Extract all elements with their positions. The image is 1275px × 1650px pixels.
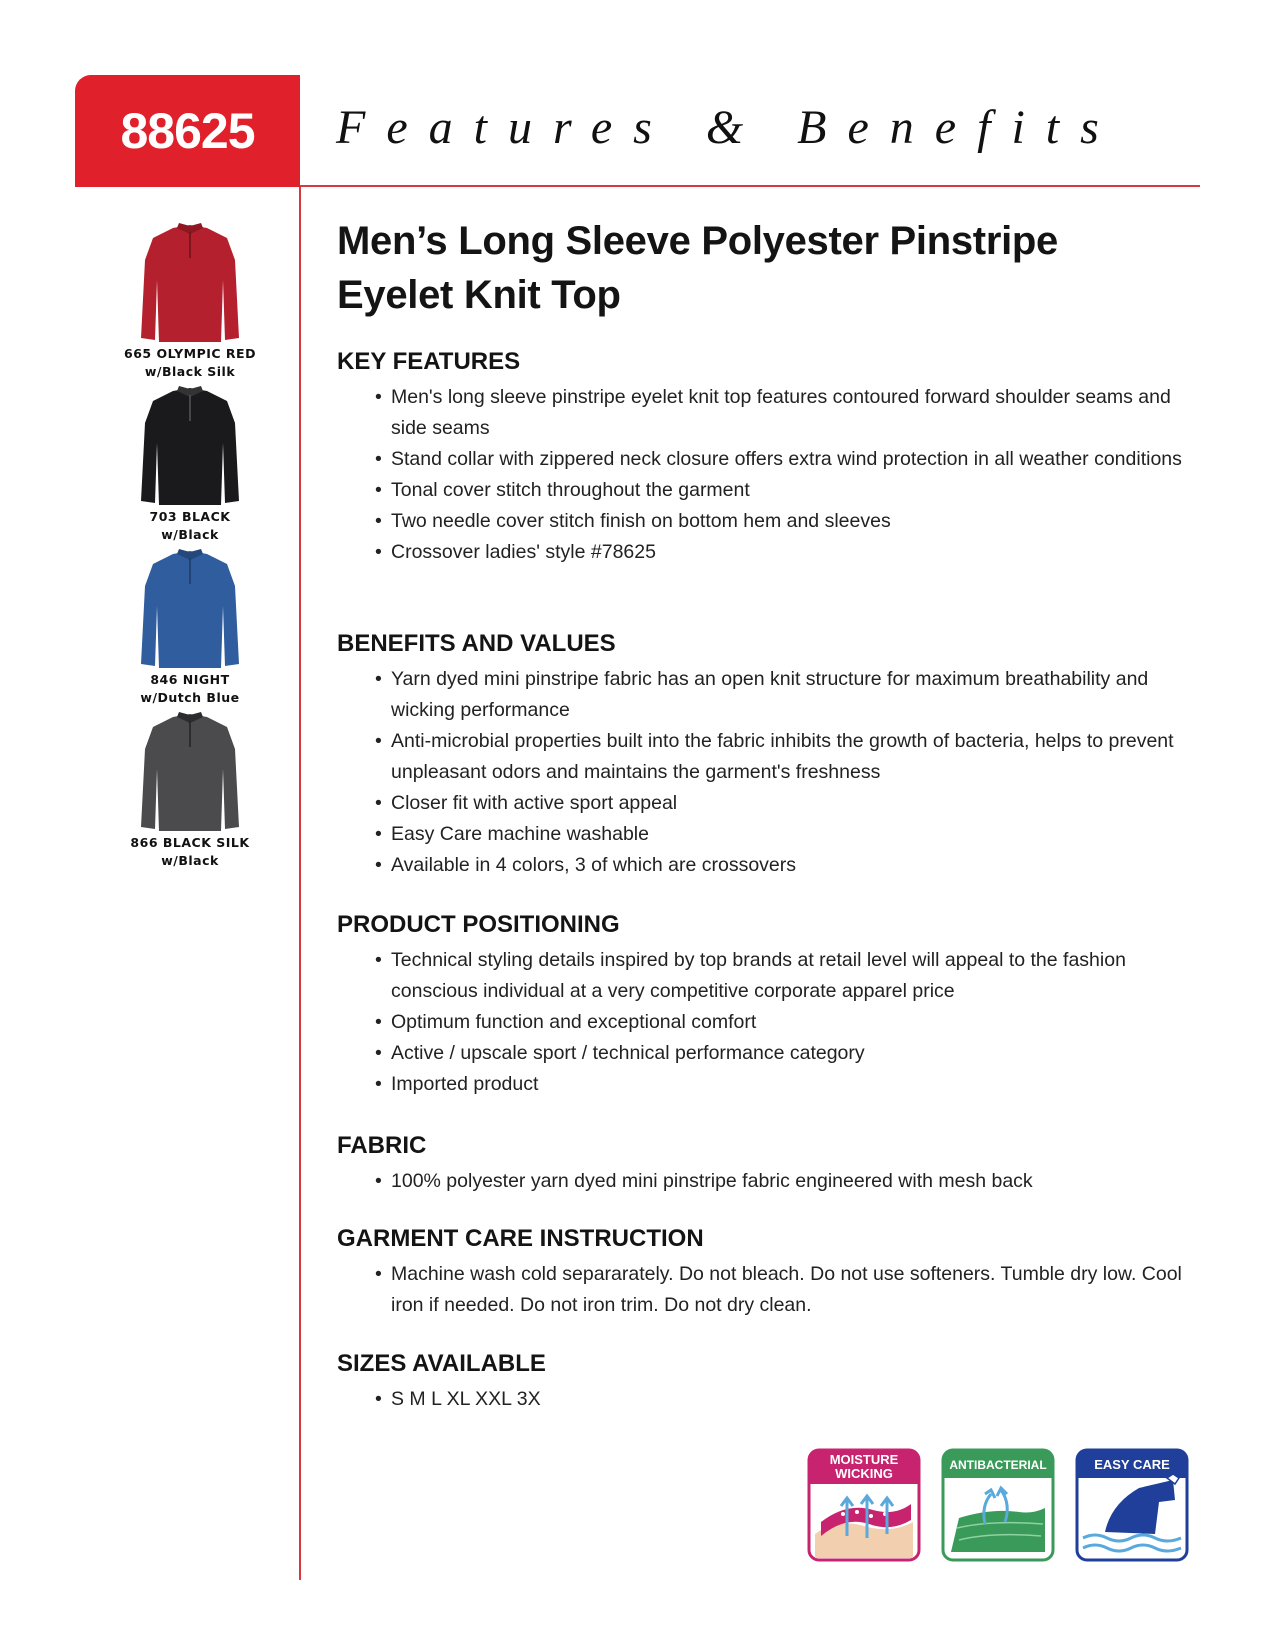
bullet-list [337,1384,1197,1415]
header-divider [300,185,1200,187]
style-number-box [75,75,300,187]
style-number: 88625 [120,103,255,159]
list-item: • Closer fit with active sport appeal [375,788,1197,819]
shirt-black-icon [135,383,245,508]
list-item: • Crossover ladies' style #78625 [375,537,1197,568]
bullet-list [337,1166,1197,1197]
list-item: • Available in 4 colors, 3 of which are crossovers [375,850,1197,881]
antibacterial-icon [941,1448,1055,1562]
badge-line1: MOISTURE [829,1452,899,1467]
section-benefits-and-values [337,630,1197,881]
section-product-positioning [337,911,1197,1100]
swatch-label-line2: w/Dutch Blue [140,690,240,705]
badge-line1: EASY CARE [1094,1457,1170,1472]
easy-care-icon [1075,1448,1189,1562]
section-key-features [337,348,1197,568]
list-item: • Men's long sleeve pinstripe eyelet knit top features contoured forward shoulder seams and side seams [375,382,1197,444]
page-title: Features & Benefits [336,101,1120,154]
list-item: • Easy Care machine washable [375,819,1197,850]
bullet-list [337,382,1197,568]
moisture-wicking-icon [807,1448,921,1562]
badge-line1: ANTIBACTERIAL [949,1458,1047,1472]
list-item: • Active / upscale sport / technical performance category [375,1038,1197,1069]
swatch-label-line1: 703 BLACK [149,509,231,524]
bullet-list [337,664,1197,881]
bullet-list [337,945,1197,1100]
list-item: • Stand collar with zippered neck closure offers extra wind protection in all weather conditions [375,444,1197,475]
swatch-label-line1: 846 NIGHT [150,672,230,687]
swatch-olympic-red [110,220,270,381]
list-item: • Optimum function and exceptional comfort [375,1007,1197,1038]
main-content [337,214,1197,1410]
list-item: • Imported product [375,1069,1197,1100]
list-item: • Machine wash cold separarately. Do not bleach. Do not use softeners. Tumble dry low. Cool iron if needed. Do not iron trim. Do not dry clean. [375,1259,1197,1321]
bullet-list [337,1259,1197,1321]
shirt-red-icon [135,220,245,345]
swatch-black [110,383,270,544]
product-title-line2: Eyelet Knit Top [337,273,621,317]
list-item: • S M L XL XXL 3X [375,1384,1197,1415]
swatch-label-line2: w/Black [161,853,219,868]
section-heading: BENEFITS AND VALUES [337,630,616,657]
list-item: • Tonal cover stitch throughout the garment [375,475,1197,506]
list-item: • 100% polyester yarn dyed mini pinstripe fabric engineered with mesh back [375,1166,1197,1197]
swatch-black-silk [110,709,270,870]
section-heading: SIZES AVAILABLE [337,1350,546,1377]
section-fabric [337,1132,1197,1197]
badge-line2: WICKING [835,1466,893,1481]
product-title-line1: Men’s Long Sleeve Polyester Pinstripe [337,219,1058,263]
swatch-night [110,546,270,707]
shirt-grey-icon [135,709,245,834]
section-heading: KEY FEATURES [337,348,521,375]
section-heading: GARMENT CARE INSTRUCTION [337,1225,704,1252]
column-divider [299,187,301,1580]
list-item: • Yarn dyed mini pinstripe fabric has an open knit structure for maximum breathability and wicking performance [375,664,1197,726]
shirt-blue-icon [135,546,245,671]
swatch-label-line1: 665 OLYMPIC RED [124,346,256,361]
swatch-label-line2: w/Black Silk [144,364,236,379]
section-heading: PRODUCT POSITIONING [337,911,620,938]
swatch-label-line1: 866 BLACK SILK [130,835,250,850]
list-item: • Two needle cover stitch finish on bottom hem and sleeves [375,506,1197,537]
section-heading: FABRIC [337,1132,427,1159]
swatch-label-line2: w/Black [161,527,219,542]
product-title [337,214,1197,322]
list-item: • Anti-microbial properties built into the fabric inhibits the growth of bacteria, helps to prevent unpleasant odors and maintains the garment's freshness [375,726,1197,788]
section-sizes-available [337,1350,1197,1415]
feature-badges [807,1448,1197,1566]
section-garment-care [337,1225,1197,1321]
list-item: • Technical styling details inspired by top brands at retail level will appeal to the fashion conscious individual at a very competitive corporate apparel price [375,945,1197,1007]
